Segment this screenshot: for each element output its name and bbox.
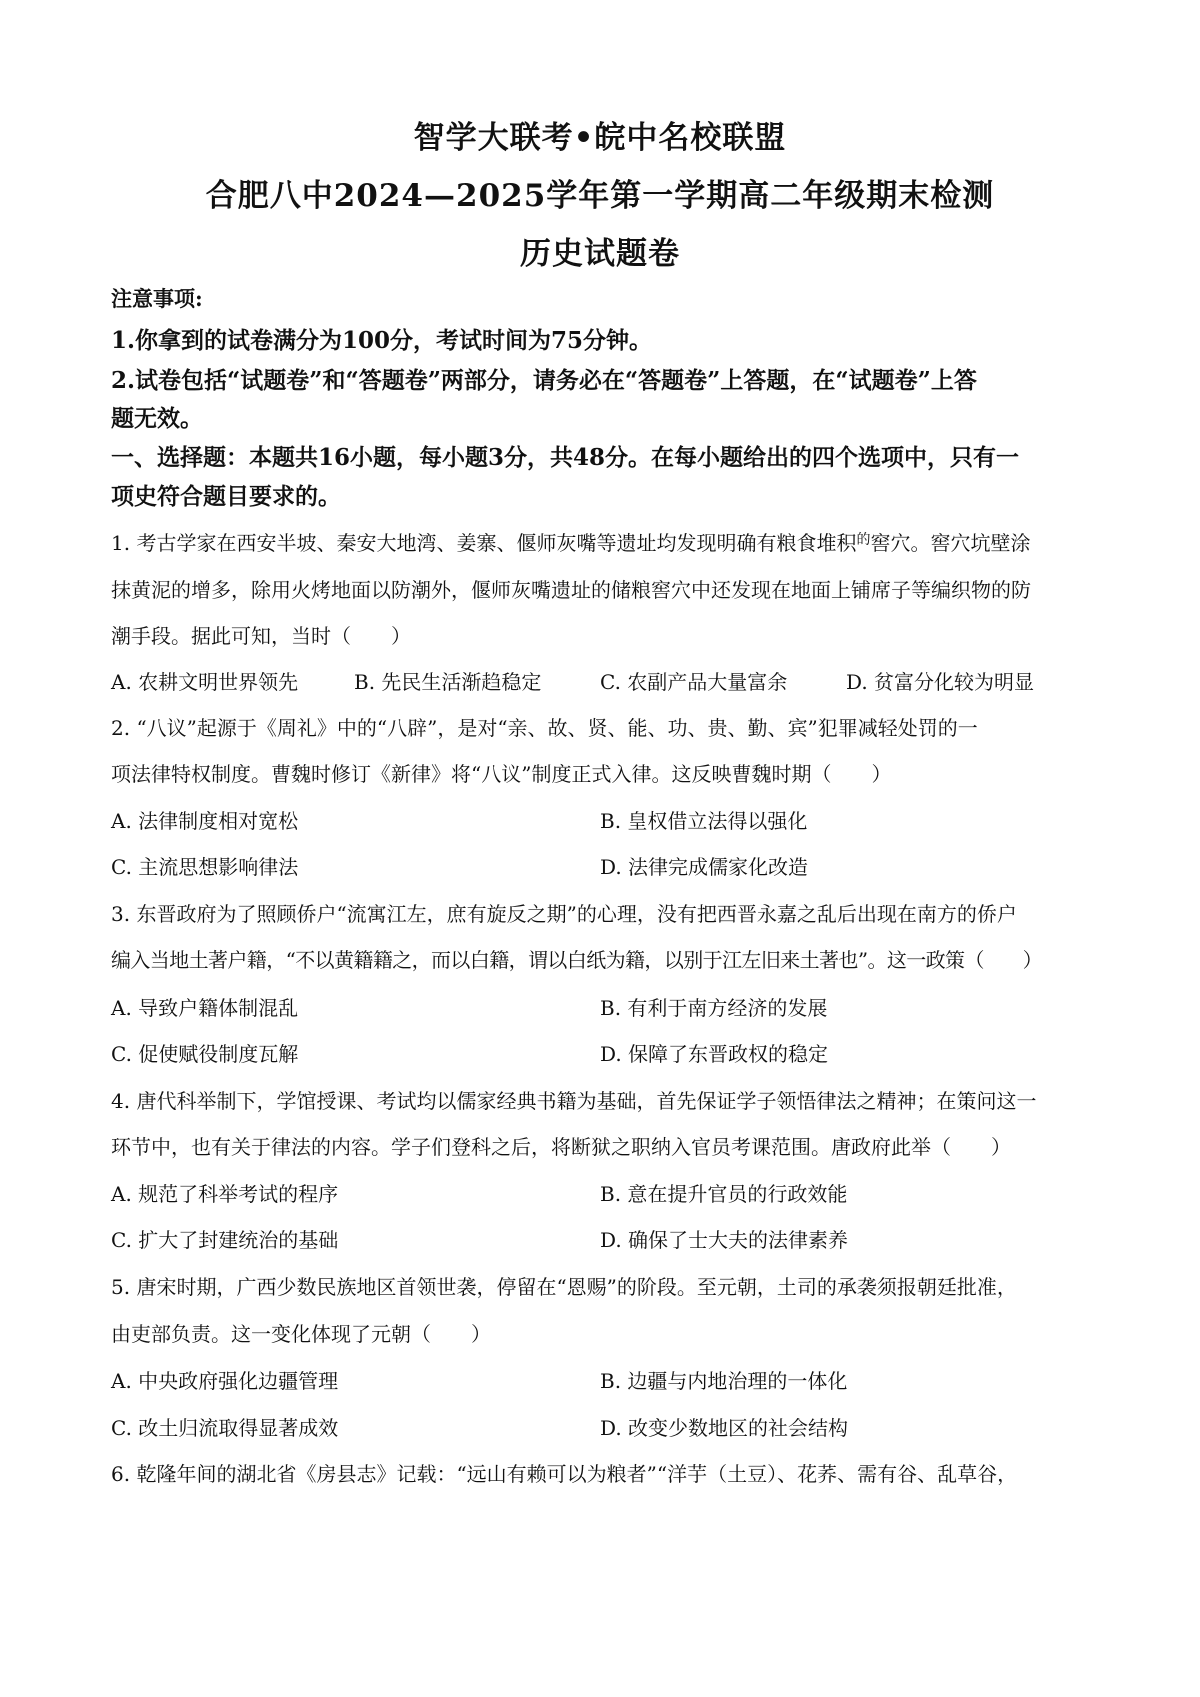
question-6-line1: 6. 乾隆年间的湖北省《房县志》记载：“远山有赖可以为粮者”“洋芋（土豆）、花荞、需有谷、乱草谷，	[111, 1462, 1018, 1486]
section-instruction-line1: 一、选择题：本题共16小题，每小题3分，共48分。在每小题给出的四个选项中，只有一	[111, 444, 1020, 471]
question-4-option-c: C. 扩大了封建统治的基础	[111, 1228, 339, 1252]
question-1-line2: 抹黄泥的增多，除用火烤地面以防潮外，偃师灰嘴遗址的储粮窖穴中还发现在地面上铺席子等编织物的防	[111, 578, 1031, 602]
question-5-option-c: C. 改土归流取得显著成效	[111, 1416, 339, 1440]
question-3-option-d: D. 保障了东晋政权的稳定	[600, 1042, 829, 1066]
question-2-option-c: C. 主流思想影响律法	[111, 855, 299, 879]
exam-series-title: 智学大联考•皖中名校联盟	[413, 120, 787, 156]
question-5-line2: 由吏部负责。这一变化体现了元朝（ ）	[111, 1322, 491, 1346]
question-2-line2: 项法律特权制度。曹魏时修订《新律》将“八议”制度正式入律。这反映曹魏时期（ ）	[111, 762, 892, 786]
question-5-option-d: D. 改变少数地区的社会结构	[600, 1416, 849, 1440]
question-4-option-a: A. 规范了科举考试的程序	[111, 1182, 339, 1206]
question-1-line3: 潮手段。据此可知，当时（ ）	[111, 624, 411, 648]
notice-item-1: 1.你拿到的试卷满分为100分，考试时间为75分钟。	[111, 327, 653, 354]
question-2-option-a: A. 法律制度相对宽松	[111, 809, 299, 833]
question-4-option-d: D. 确保了士大夫的法律素养	[600, 1228, 849, 1252]
question-2-option-b: B. 皇权借立法得以强化	[600, 809, 808, 833]
question-1-line1	[111, 527, 1101, 556]
section-instruction-line2: 项史符合题目要求的。	[111, 483, 341, 510]
question-1-text-b: 窖穴。窖穴坑壁涂	[870, 531, 1031, 555]
question-1-option-a: A. 农耕文明世界领先	[111, 670, 299, 694]
question-3-option-c: C. 促使赋役制度瓦解	[111, 1042, 299, 1066]
question-2-option-d: D. 法律完成儒家化改造	[600, 855, 809, 879]
question-5-line1: 5. 唐宋时期，广西少数民族地区首领世袭，停留在“恩赐”的阶段。至元朝，土司的承袭须报朝廷批准，	[111, 1275, 1017, 1299]
question-1-text-a: 1. 考古学家在西安半坡、秦安大地湾、姜寨、偃师灰嘴等遗址均发现明确有粮食堆积	[111, 531, 857, 555]
question-4-line1: 4. 唐代科举制下，学馆授课、考试均以儒家经典书籍为基础，首先保证学子领悟律法之精神；在策问这一	[111, 1089, 1037, 1113]
question-1-option-c: C. 农副产品大量富余	[600, 670, 788, 694]
question-3-line1: 3. 东晋政府为了照顾侨户“流寓江左，庶有旋反之期”的心理，没有把西晋永嘉之乱后出现在南方的侨户	[111, 902, 1017, 926]
subject-title: 历史试题卷	[520, 236, 680, 272]
notice-item-2-line2: 题无效。	[111, 405, 203, 432]
question-1-superscript: 的	[856, 532, 871, 548]
question-4-option-b: B. 意在提升官员的行政效能	[600, 1182, 848, 1206]
exam-name-title: 合肥八中2024—2025学年第一学期高二年级期末检测	[205, 178, 995, 214]
question-5-option-b: B. 边疆与内地治理的一体化	[600, 1369, 848, 1393]
question-4-line2: 环节中，也有关于律法的内容。学子们登科之后，将断狱之职纳入官员考课范围。唐政府此举（ ）	[111, 1135, 1011, 1159]
question-5-option-a: A. 中央政府强化边疆管理	[111, 1369, 339, 1393]
question-2-line1: 2. “八议”起源于《周礼》中的“八辟”，是对“亲、故、贤、能、功、贵、勤、宾”犯罪减轻处罚的一	[111, 716, 978, 740]
notice-item-2-line1: 2.试卷包括“试题卷”和“答题卷”两部分，请务必在“答题卷”上答题，在“试题卷”上答	[111, 367, 977, 394]
question-1-option-b: B. 先民生活渐趋稳定	[354, 670, 542, 694]
question-1-option-d: D. 贫富分化较为明显	[846, 670, 1035, 694]
notice-heading: 注意事项:	[111, 286, 203, 311]
question-3-line2: 编入当地土著户籍，“不以黄籍籍之，而以白籍，谓以白纸为籍，以别于江左旧来土著也”。这一政策（ ）	[111, 948, 1043, 972]
question-3-option-a: A. 导致户籍体制混乱	[111, 996, 299, 1020]
question-3-option-b: B. 有利于南方经济的发展	[600, 996, 828, 1020]
